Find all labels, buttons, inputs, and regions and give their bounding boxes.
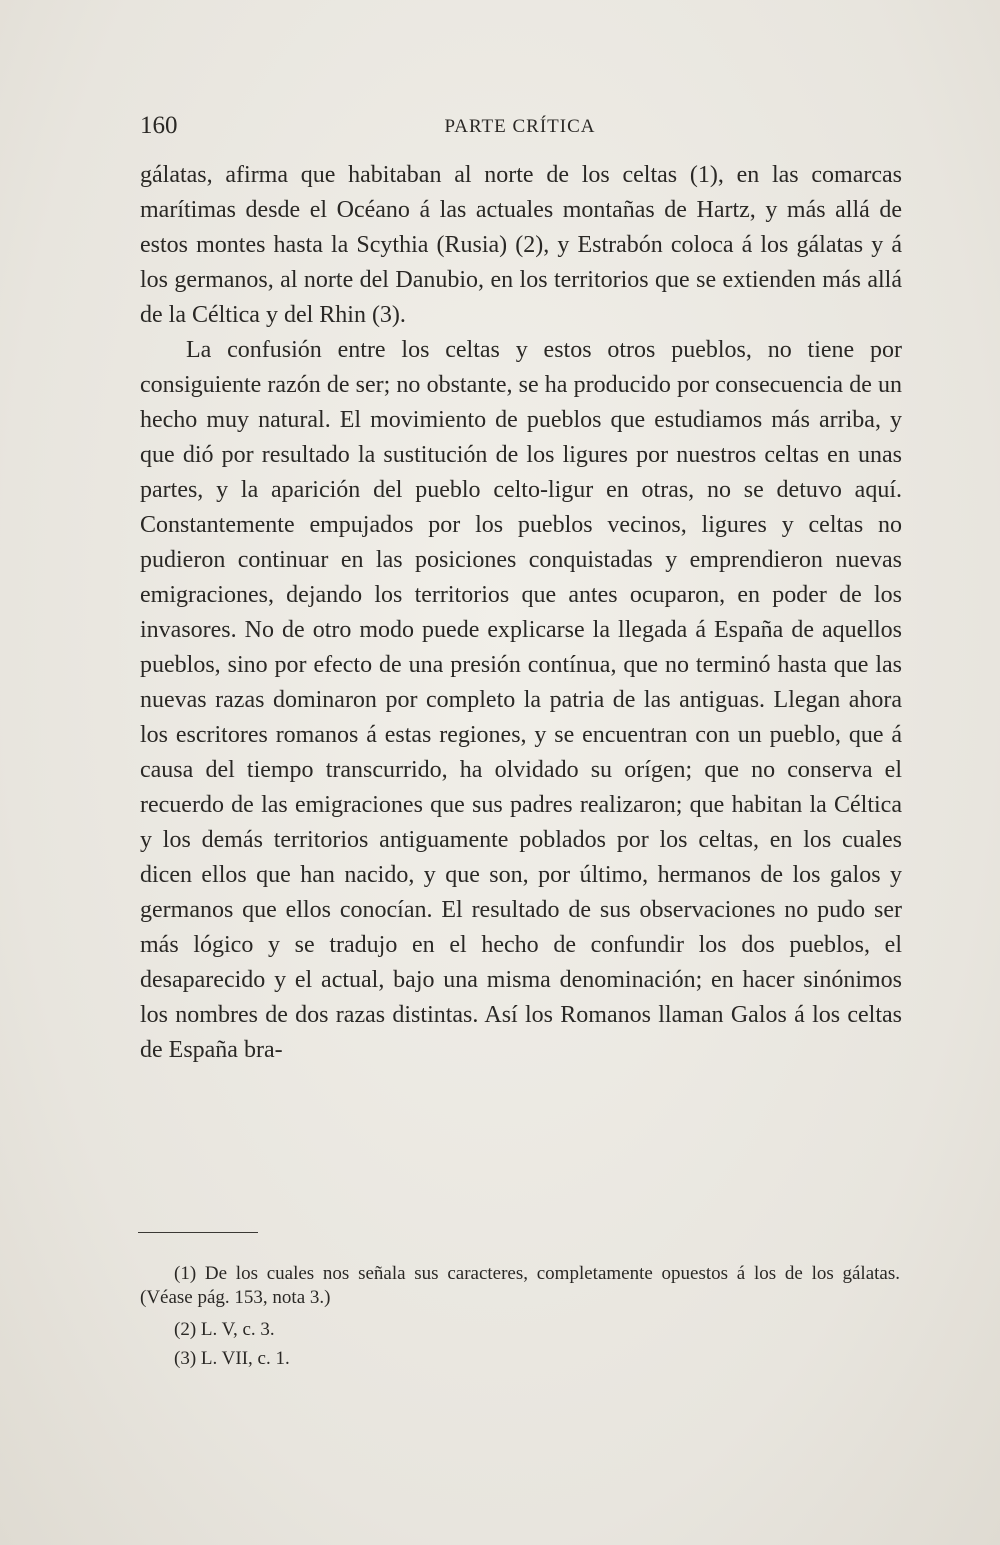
footnote-2: (2) L. V, c. 3. (174, 1319, 275, 1340)
footnote-3: (3) L. VII, c. 1. (174, 1348, 290, 1369)
page-number: 160 (140, 112, 178, 139)
paragraph-continued: gálatas, afirma que habitaban al norte de los celtas (1), en las comarcas marítimas desde el Océano á las actuales montañas de Hartz, y más allá de estos montes hasta la Scythia (Rusia) (2), y Estrabón coloca á los gálatas y á los germanos, al norte del Danubio, en los territorios que se extienden más allá de la Céltica y del Rhin (3). (140, 162, 902, 328)
footnotes (140, 1262, 900, 1376)
body-text (140, 158, 902, 1068)
footnote-divider (138, 1232, 258, 1233)
running-title: PARTE CRÍTICA (444, 116, 596, 137)
running-head (140, 112, 900, 152)
paragraph: La confusión entre los celtas y estos otros pueblos, no tiene por consiguiente razón de ser; no obstante, se ha producido por consecuencia de un hecho muy natural. El movimiento de pueblos que estudiamos más arriba, y que dió por resultado la sustitución de los ligures por nuestros celtas en unas partes, y la aparición del pueblo celto-ligur en otras, no se detuvo aquí. Constantemente empujados por los pueblos vecinos, ligures y celtas no pudieron continuar en las posiciones conquistadas y emprendieron nuevas emigraciones, dejando los territorios que antes ocuparon, en poder de los invasores. No de otro modo puede explicarse la llegada á España de aquellos pueblos, sino por efecto de una presión contínua, que no terminó hasta que las nuevas razas dominaron por completo la patria de las antiguas. Llegan ahora los escritores romanos á estas regiones, y se encuentran con un pueblo, que á causa del tiempo transcurrido, ha olvidado su orígen; que no conserva el recuerdo de las emigraciones que sus padres realizaron; que habitan la Céltica y los demás territorios antiguamente poblados por los celtas, en los cuales dicen ellos que han nacido, y que son, por último, hermanos de los galos y germanos que ellos conocían. El resultado de sus observaciones no pudo ser más lógico y se tradujo en el hecho de confundir los dos pueblos, el desaparecido y el actual, bajo una misma denominación; en hacer sinónimos los nombres de dos razas distintas. Así los Romanos llaman Galos á los celtas de España bra- (140, 337, 902, 1063)
footnote-1: (1) De los cuales nos señala sus caracteres, completamente opuestos á los de los gálatas. (Véase pág. 153, nota 3.) (140, 1263, 900, 1308)
